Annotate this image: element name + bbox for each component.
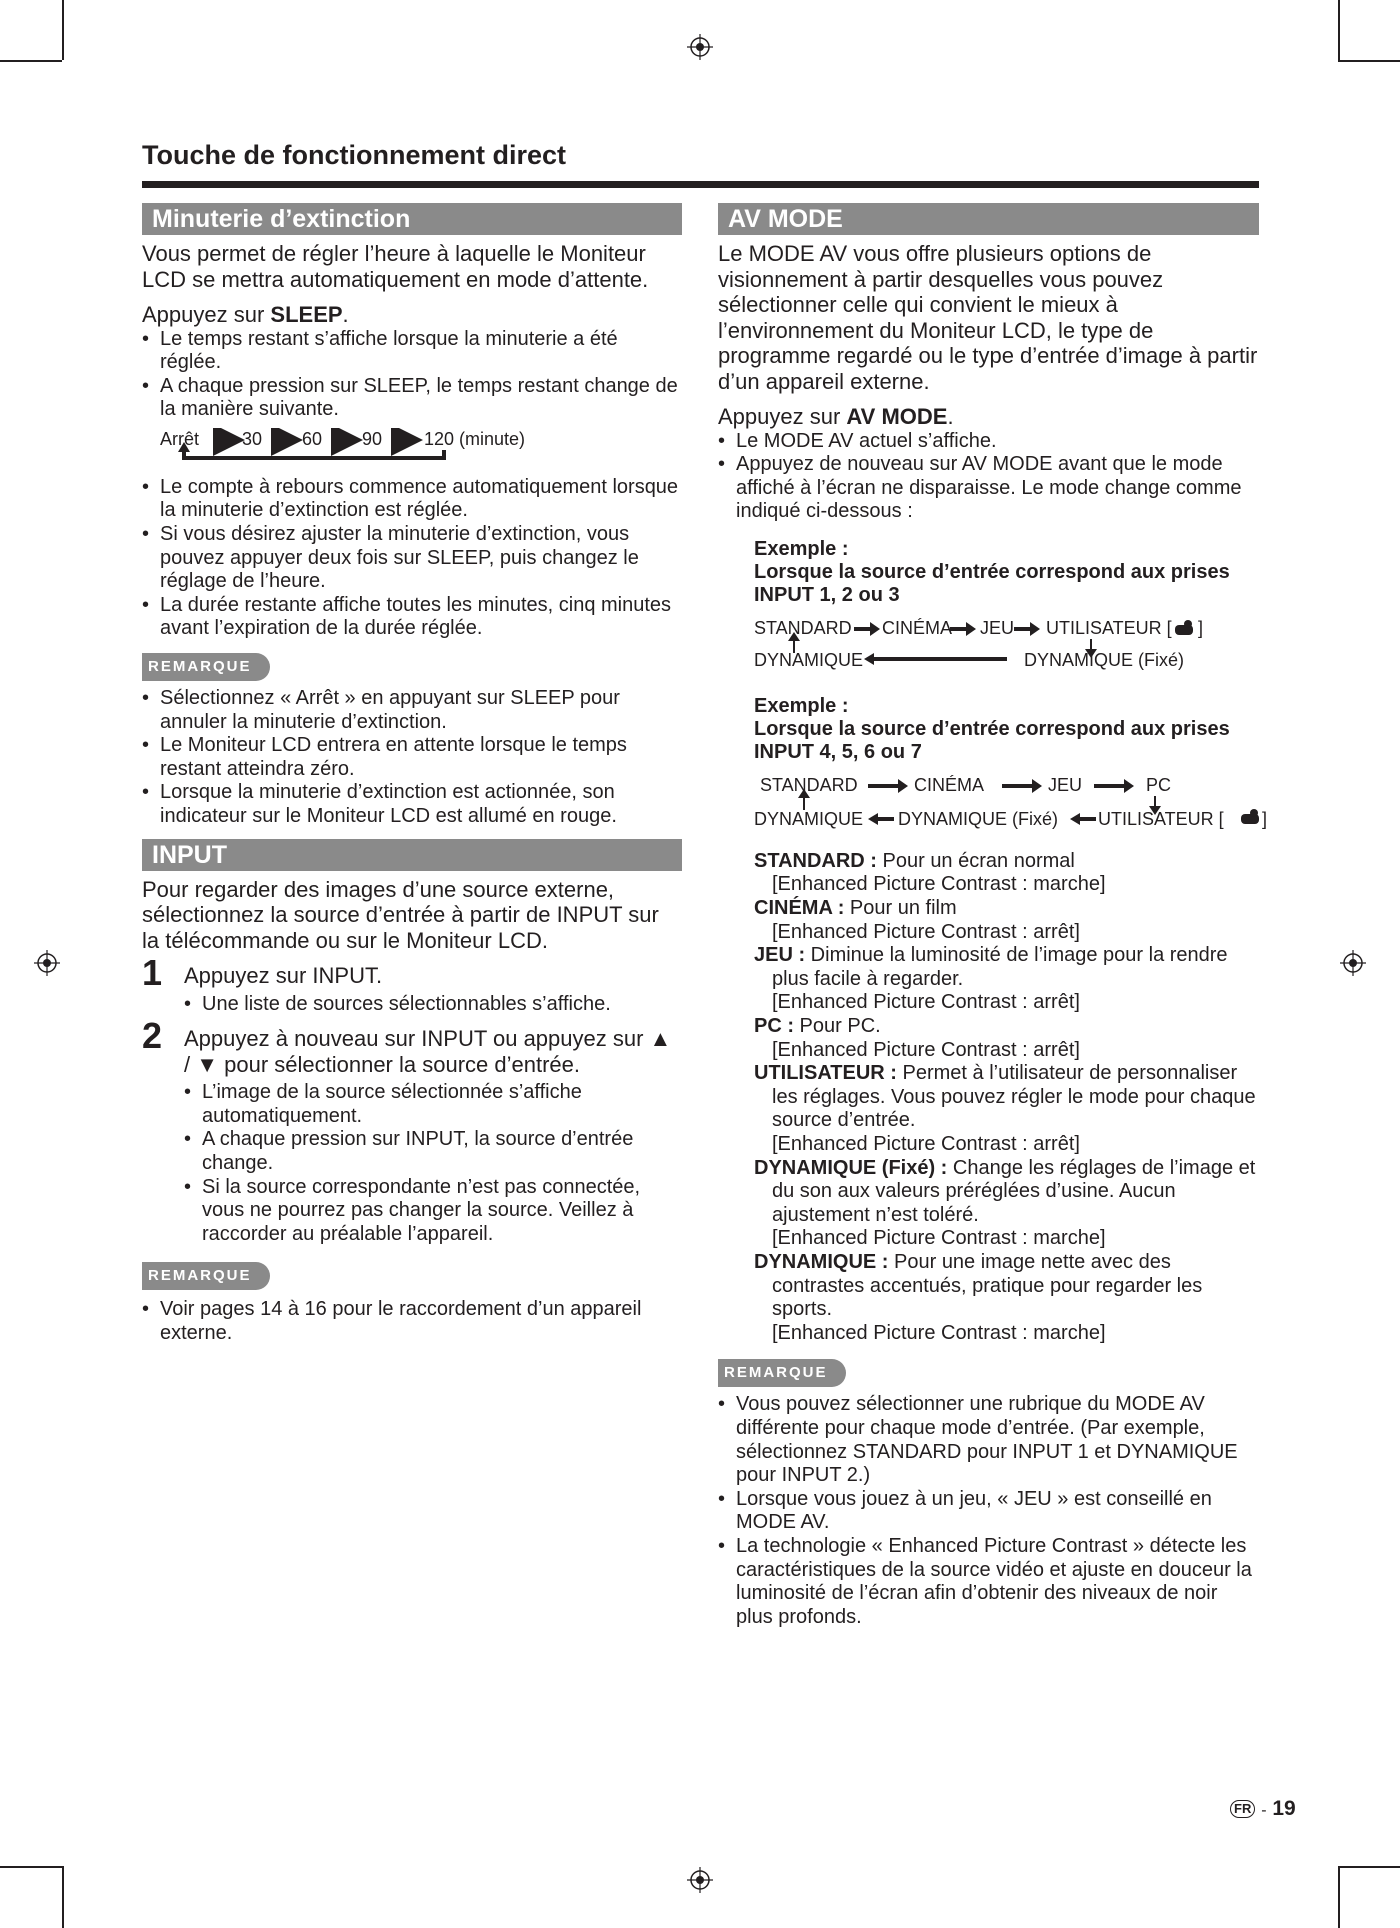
mode-name: CINÉMA :	[754, 897, 845, 920]
cycle-step: 30	[242, 428, 263, 449]
sleep-bullets	[142, 328, 682, 422]
list-item: • Le Moniteur LCD entrera en attente lorsque le temps restant atteindra zéro.	[142, 734, 682, 781]
right-column	[718, 203, 1268, 1629]
press-prefix: Appuyez sur	[142, 302, 271, 327]
avmode-key: AV MODE	[846, 404, 948, 429]
mode-item	[754, 1015, 1259, 1039]
mode-cycle-diagram	[754, 774, 1268, 838]
mode-label: CINÉMA	[914, 774, 985, 795]
footer-separator: -	[1261, 1802, 1267, 1819]
list-item: • A chaque pression sur INPUT, la source d’entrée change.	[184, 1128, 682, 1175]
mode-label: STANDARD	[760, 774, 858, 795]
example-label: Exemple :	[754, 537, 849, 560]
mode-epc: [Enhanced Picture Contrast : arrêt]	[772, 1133, 1080, 1155]
mode-label: ]	[1198, 617, 1204, 638]
mode-label: DYNAMIQUE	[754, 808, 864, 829]
mode-epc: [Enhanced Picture Contrast : marche]	[772, 1321, 1106, 1344]
crop-mark	[1338, 0, 1340, 60]
list-item: • A chaque pression sur SLEEP, le temps restant change de la manière suivante.	[142, 375, 682, 422]
mode-name: UTILISATEUR :	[754, 1062, 897, 1085]
cycle-step: 90	[362, 428, 383, 449]
mode-label: JEU	[1048, 774, 1083, 795]
input-heading: INPUT	[142, 839, 682, 871]
mode-label: UTILISATEUR [	[1046, 617, 1172, 638]
crop-mark	[1338, 1866, 1340, 1928]
step-text: Appuyez sur INPUT.	[184, 963, 383, 989]
page-title: Touche de fonctionnement direct	[142, 140, 567, 170]
mode-name: DYNAMIQUE :	[754, 1250, 889, 1273]
example-title: Lorsque la source d’entrée correspond aux prises INPUT 1, 2 ou 3	[754, 560, 1230, 606]
press-suffix: .	[342, 302, 349, 327]
step-2	[142, 1015, 682, 1246]
mode-item	[754, 897, 1259, 921]
step-1	[142, 952, 682, 1016]
step-number: 2	[142, 1015, 163, 1057]
mode-item	[754, 850, 1259, 874]
list-item: • L’image de la source sélectionnée s’affiche automatiquement.	[184, 1081, 682, 1128]
list-item: • Le temps restant s’affiche lorsque la minuterie a été réglée.	[142, 328, 682, 375]
list-item: • Vous pouvez sélectionner une rubrique du MODE AV différente pour chaque mode d’entrée. (Par exemple, sélectionnez STANDARD pour INPUT 1 et DYNAMIQUE pour INPUT 2.)	[718, 1393, 1259, 1487]
mode-label: DYNAMIQUE (Fixé)	[1024, 649, 1185, 670]
mode-epc: [Enhanced Picture Contrast : arrêt]	[772, 991, 1080, 1014]
list-item: • Le MODE AV actuel s’affiche.	[718, 430, 1259, 454]
remark-badge: REMARQUE	[718, 1359, 846, 1387]
example-2	[754, 694, 1268, 838]
left-column	[142, 203, 682, 1346]
page-number: 19	[1272, 1797, 1296, 1820]
sleep-heading: Minuterie d’extinction	[142, 203, 682, 235]
crop-mark	[62, 0, 64, 60]
mode-epc: [Enhanced Picture Contrast : marche]	[772, 873, 1106, 896]
mode-item	[754, 1062, 1259, 1133]
mode-item	[754, 1157, 1259, 1228]
mode-desc: Permet à l’utilisateur de personnaliser les réglages. Vous pouvez régler le mode pour chaque source d’entrée.	[772, 1062, 1256, 1132]
list-item: • Lorsque vous jouez à un jeu, « JEU » est conseillé en MODE AV.	[718, 1488, 1259, 1535]
mode-item	[754, 1251, 1259, 1322]
list-item: • La technologie « Enhanced Picture Contrast » détecte les caractéristiques de la source vidéo et ajuste en douceur la luminosité de l’écran afin d’obtenir des niveaux de noir plus profonds.	[718, 1535, 1259, 1629]
list-item: • Une liste de sources sélectionnables s’affiche.	[184, 993, 682, 1017]
input-intro: Pour regarder des images d’une source externe, sélectionnez la source d’entrée à partir de INPUT sur la télécommande ou sur le Moniteur LCD.	[142, 876, 659, 953]
cycle-step: Arrêt	[160, 428, 200, 449]
cycle-step: 60	[302, 428, 323, 449]
registration-mark-icon	[687, 1867, 713, 1893]
mode-item	[754, 944, 1259, 991]
mode-name: STANDARD :	[754, 849, 877, 872]
language-badge: FR	[1230, 1800, 1255, 1818]
mode-epc: [Enhanced Picture Contrast : arrêt]	[772, 1038, 1080, 1061]
mode-desc: Pour PC.	[794, 1015, 881, 1038]
crop-mark	[0, 60, 62, 62]
avmode-bullets	[718, 430, 1259, 524]
list-item: • Si la source correspondante n’est pas connectée, vous ne pourrez pas changer la source. Veillez à raccorder au préalable l’appareil.	[184, 1176, 682, 1247]
avmode-intro: Le MODE AV vous offre plusieurs options de visionnement à partir desquelles vous pouvez sélectionner celle qui convient le mieux à l’environnement du Moniteur LCD, le type de programme regardé ou le type d’entrée d’image à partir d’un appareil externe.	[718, 241, 1258, 394]
mode-epc: [Enhanced Picture Contrast : arrêt]	[772, 920, 1080, 943]
mode-epc: [Enhanced Picture Contrast : marche]	[772, 1227, 1106, 1250]
mode-desc: Change les réglages de l’image et du son aux valeurs préréglées d’usine. Aucun ajustement n’est toléré.	[772, 1156, 1256, 1226]
remark-badge: REMARQUE	[142, 653, 270, 681]
mode-desc: Pour une image nette avec des contrastes accentués, pratique pour regarder les sports.	[772, 1250, 1203, 1321]
list-item: • Si vous désirez ajuster la minuterie d’extinction, vous pouvez appuyer deux fois sur SLEEP, puis changez le réglage de l’heure.	[142, 523, 682, 594]
mode-label: UTILISATEUR [	[1098, 808, 1224, 829]
press-suffix: .	[947, 404, 954, 429]
page-footer	[1230, 1797, 1296, 1821]
cycle-arrows-icon	[142, 428, 682, 466]
registration-mark-icon	[687, 34, 713, 60]
sleep-cycle-diagram	[142, 428, 682, 466]
press-prefix: Appuyez sur	[718, 404, 847, 429]
registration-mark-icon	[1340, 950, 1366, 976]
mode-label: PC	[1146, 774, 1172, 795]
sleep-key: SLEEP	[270, 302, 343, 327]
list-item: • Lorsque la minuterie d’extinction est actionnée, son indicateur sur le Moniteur LCD est allumé en rouge.	[142, 781, 682, 828]
sleep-remarks	[142, 687, 682, 829]
list-item: • Voir pages 14 à 16 pour le raccordement d’un appareil externe.	[142, 1298, 682, 1345]
step-number: 1	[142, 952, 163, 994]
list-item: • Le compte à rebours commence automatiquement lorsque la minuterie d’extinction est réglée.	[142, 476, 682, 523]
mode-name: JEU :	[754, 944, 806, 967]
mode-descriptions	[754, 850, 1259, 1345]
mode-label: ]	[1262, 808, 1268, 829]
sleep-press	[142, 302, 682, 328]
mode-label: STANDARD	[754, 617, 852, 638]
avmode-heading: AV MODE	[718, 203, 1259, 235]
mode-cycle-diagram	[754, 617, 1259, 681]
step-bullets	[184, 1081, 682, 1246]
mode-label: DYNAMIQUE (Fixé)	[898, 808, 1059, 829]
example-title: Lorsque la source d’entrée correspond aux prises INPUT 4, 5, 6 ou 7	[754, 717, 1230, 763]
remark-badge: REMARQUE	[142, 1262, 270, 1290]
mode-desc: Pour un film	[844, 897, 957, 920]
mode-desc: Diminue la luminosité de l’image pour la rendre plus facile à regarder.	[772, 944, 1228, 990]
step-text: Appuyez à nouveau sur INPUT ou appuyez sur ▲ / ▼ pour sélectionner la source d’entrée.	[184, 1026, 672, 1077]
sleep-intro: Vous permet de régler l’heure à laquelle le Moniteur LCD se mettra automatiquement en mode d’attente.	[142, 241, 649, 292]
mode-desc: Pour un écran normal	[876, 849, 1075, 872]
avmode-press	[718, 404, 1259, 430]
list-item: • Sélectionnez « Arrêt » en appuyant sur SLEEP pour annuler la minuterie d’extinction.	[142, 687, 682, 734]
sleep-bullets-2	[142, 476, 682, 641]
mode-name: PC :	[754, 1015, 794, 1038]
step-bullets	[184, 993, 682, 1017]
example-label: Exemple :	[754, 694, 849, 717]
mode-label: JEU	[980, 617, 1015, 638]
list-item: • Appuyez de nouveau sur AV MODE avant que le mode affiché à l’écran ne disparaisse. Le mode change comme indiqué ci-dessous :	[718, 453, 1259, 524]
crop-mark	[1338, 60, 1400, 62]
example-1	[754, 538, 1259, 681]
mode-label: CINÉMA	[882, 617, 953, 638]
title-rule	[142, 181, 1259, 188]
crop-mark	[62, 1866, 64, 1928]
crop-mark	[0, 1866, 62, 1868]
cycle-step: 120 (minute)	[424, 428, 526, 449]
registration-mark-icon	[34, 950, 60, 976]
input-remarks	[142, 1298, 682, 1345]
list-item: • La durée restante affiche toutes les minutes, cinq minutes avant l’expiration de la durée réglée.	[142, 594, 682, 641]
avmode-remarks	[718, 1393, 1259, 1629]
crop-mark	[1338, 1866, 1400, 1868]
mode-label: DYNAMIQUE	[754, 649, 864, 670]
mode-name: DYNAMIQUE (Fixé) :	[754, 1156, 948, 1179]
